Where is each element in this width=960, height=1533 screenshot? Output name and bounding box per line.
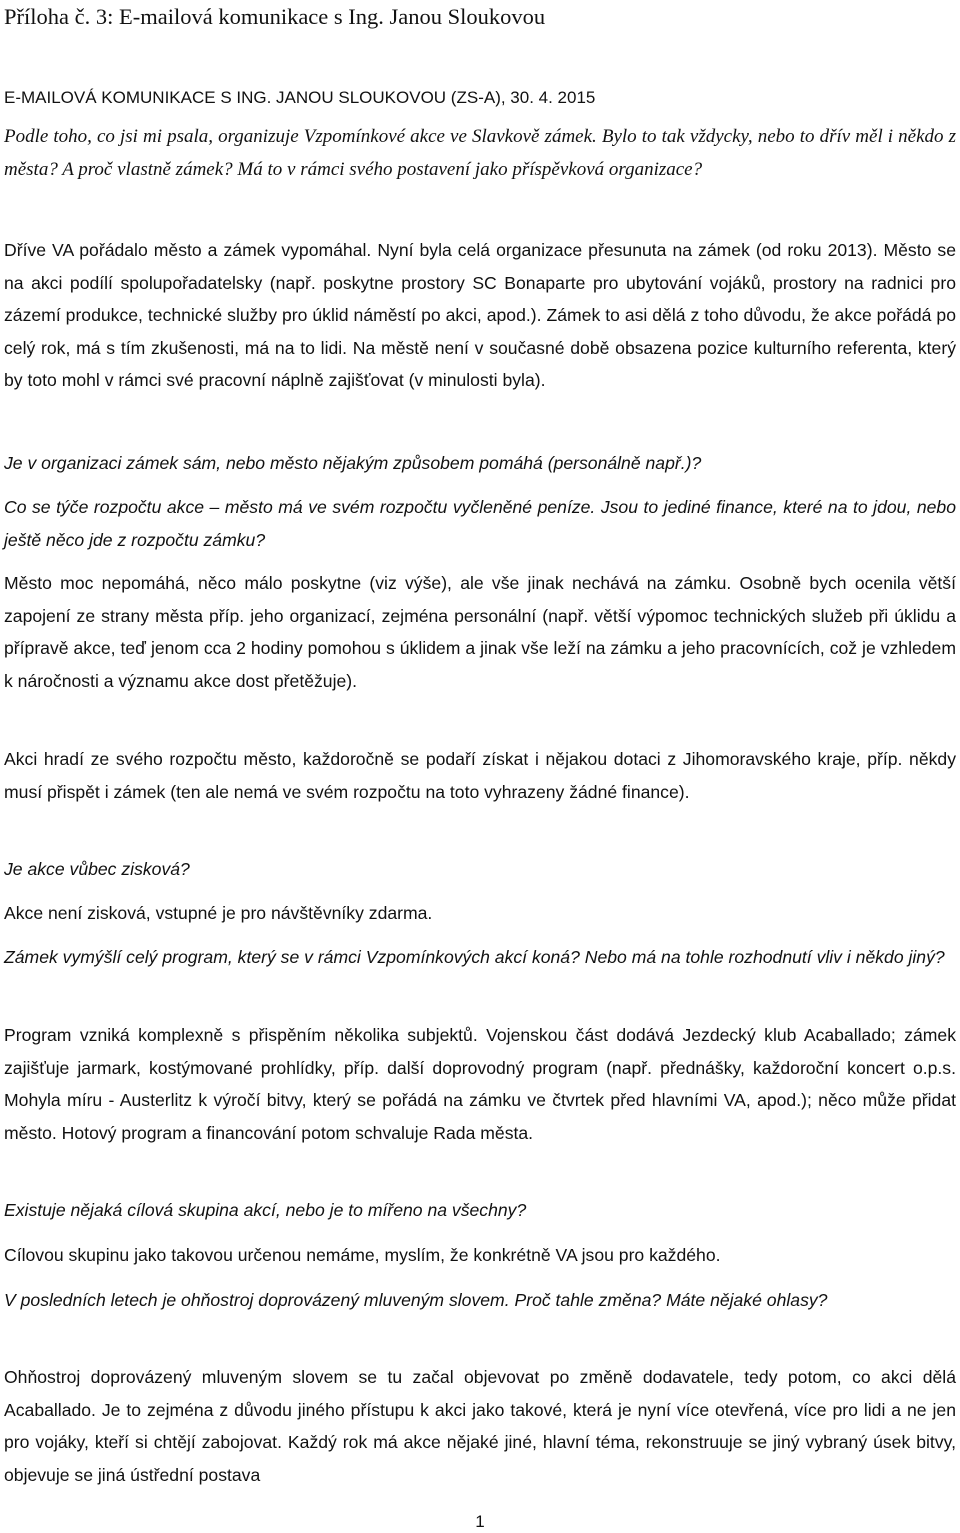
question-paragraph: Je akce vůbec zisková? [4,859,190,879]
question-paragraph: Co se týče rozpočtu akce – město má ve svém rozpočtu vyčleněné peníze. Jsou to jediné finance, které na to jdou, nebo ještě něco jde z rozpočtu zámku? [4,497,956,550]
question-paragraph: V posledních letech je ohňostroj doprovázený mluveným slovem. Proč tahle změna? Máte nějaké ohlasy? [4,1290,828,1310]
answer-paragraph: Akci hradí ze svého rozpočtu město, každoročně se podaří získat i nějakou dotaci z Jihomoravského kraje, příp. někdy musí přispět i zámek (ten ale nemá ve svém rozpočtu na toto vyhrazeny žádné finance). [4,749,956,802]
answer-paragraph: Ohňostroj doprovázený mluveným slovem se tu začal objevovat po změně dodavatele, tedy potom, co akci dělá Acaballado. Je to zejména z důvodu jiného přístupu k akci jako takové, která je nyní více otevřená, více pro lidi a ne jen pro vojáky, kteří si chtějí zabojovat. Každý rok má akce nějaké jiné, hlavní téma, rekonstruuje se jiný vybraný úsek bitvy, objevuje se jiná ústřední postava [4,1367,956,1485]
question-paragraph: Je v organizaci zámek sám, nebo město nějakým způsobem pomáhá (personálně např.)? [4,453,702,473]
section-heading: E-MAILOVÁ KOMUNIKACE S ING. JANOU SLOUKOVOU (ZS-A), 30. 4. 2015 [4,88,596,107]
answer-paragraph: Cílovou skupinu jako takovou určenou nemáme, myslím, že konkrétně VA jsou pro každého. [4,1245,721,1265]
answer-paragraph: Dříve VA pořádalo město a zámek vypomáhal. Nyní byla celá organizace přesunuta na zámek (od roku 2013). Město se na akci podílí spolupořadatelsky (např. poskytne prostory SC Bonaparte pro ubytování vojáků, prostory na radnici pro zázemí produkce, technické služby pro úklid náměstí po akci, apod.). Zámek to asi dělá z toho důvodu, že akce pořádá po celý rok, má s tím zkušenosti, má na to lidi. Na městě není v současné době obsazena pozice kulturního referenta, který by toto mohl v rámci své pracovní náplně zajišťovat (v minulosti byla). [4,240,956,390]
appendix-title: Příloha č. 3: E-mailová komunikace s Ing. Janou Sloukovou [4,4,546,29]
question-paragraph: Zámek vymýšlí celý program, který se v rámci Vzpomínkových akcí koná? Nebo má na tohle rozhodnutí vliv i někdo jiný? [4,947,945,967]
answer-paragraph: Město moc nepomáhá, něco málo poskytne (viz výše), ale vše jinak nechává na zámku. Osobně bych ocenila větší zapojení ze strany města příp. jeho organizací, zejména personální (např. větší výpomoc technických služeb při úklidu a přípravě akce, teď jenom cca 2 hodiny pomohou s úklidem a jinak vše leží na zámku a jeho pracovnících, což je vzhledem k náročnosti a významu akce dost přetěžuje). [4,573,956,691]
answer-paragraph: Program vzniká komplexně s přispěním několika subjektů. Vojenskou část dodává Jezdecký klub Acaballado; zámek zajišťuje jarmark, kostýmované prohlídky, příp. další doprovodný program (např. přednášky, každoroční koncert o.p.s. Mohyla míru - Austerlitz k výročí bitvy, který se pořádá na zámku ve čtvrtek před hlavními VA, apod.); něco může přidat město. Hotový program a financování potom schvaluje Rada města. [4,1025,956,1143]
question-paragraph: Existuje nějaká cílová skupina akcí, nebo je to mířeno na všechny? [4,1200,527,1220]
page-number: 1 [475,1512,485,1531]
answer-paragraph: Akce není zisková, vstupné je pro návštěvníky zdarma. [4,903,433,923]
question-paragraph: Podle toho, co jsi mi psala, organizuje Vzpomínkové akce ve Slavkově zámek. Bylo to tak vždycky, nebo to dřív měl i někdo z města? A proč vlastně zámek? Má to v rámci svého postavení jako příspěvková organizace? [4,126,956,180]
